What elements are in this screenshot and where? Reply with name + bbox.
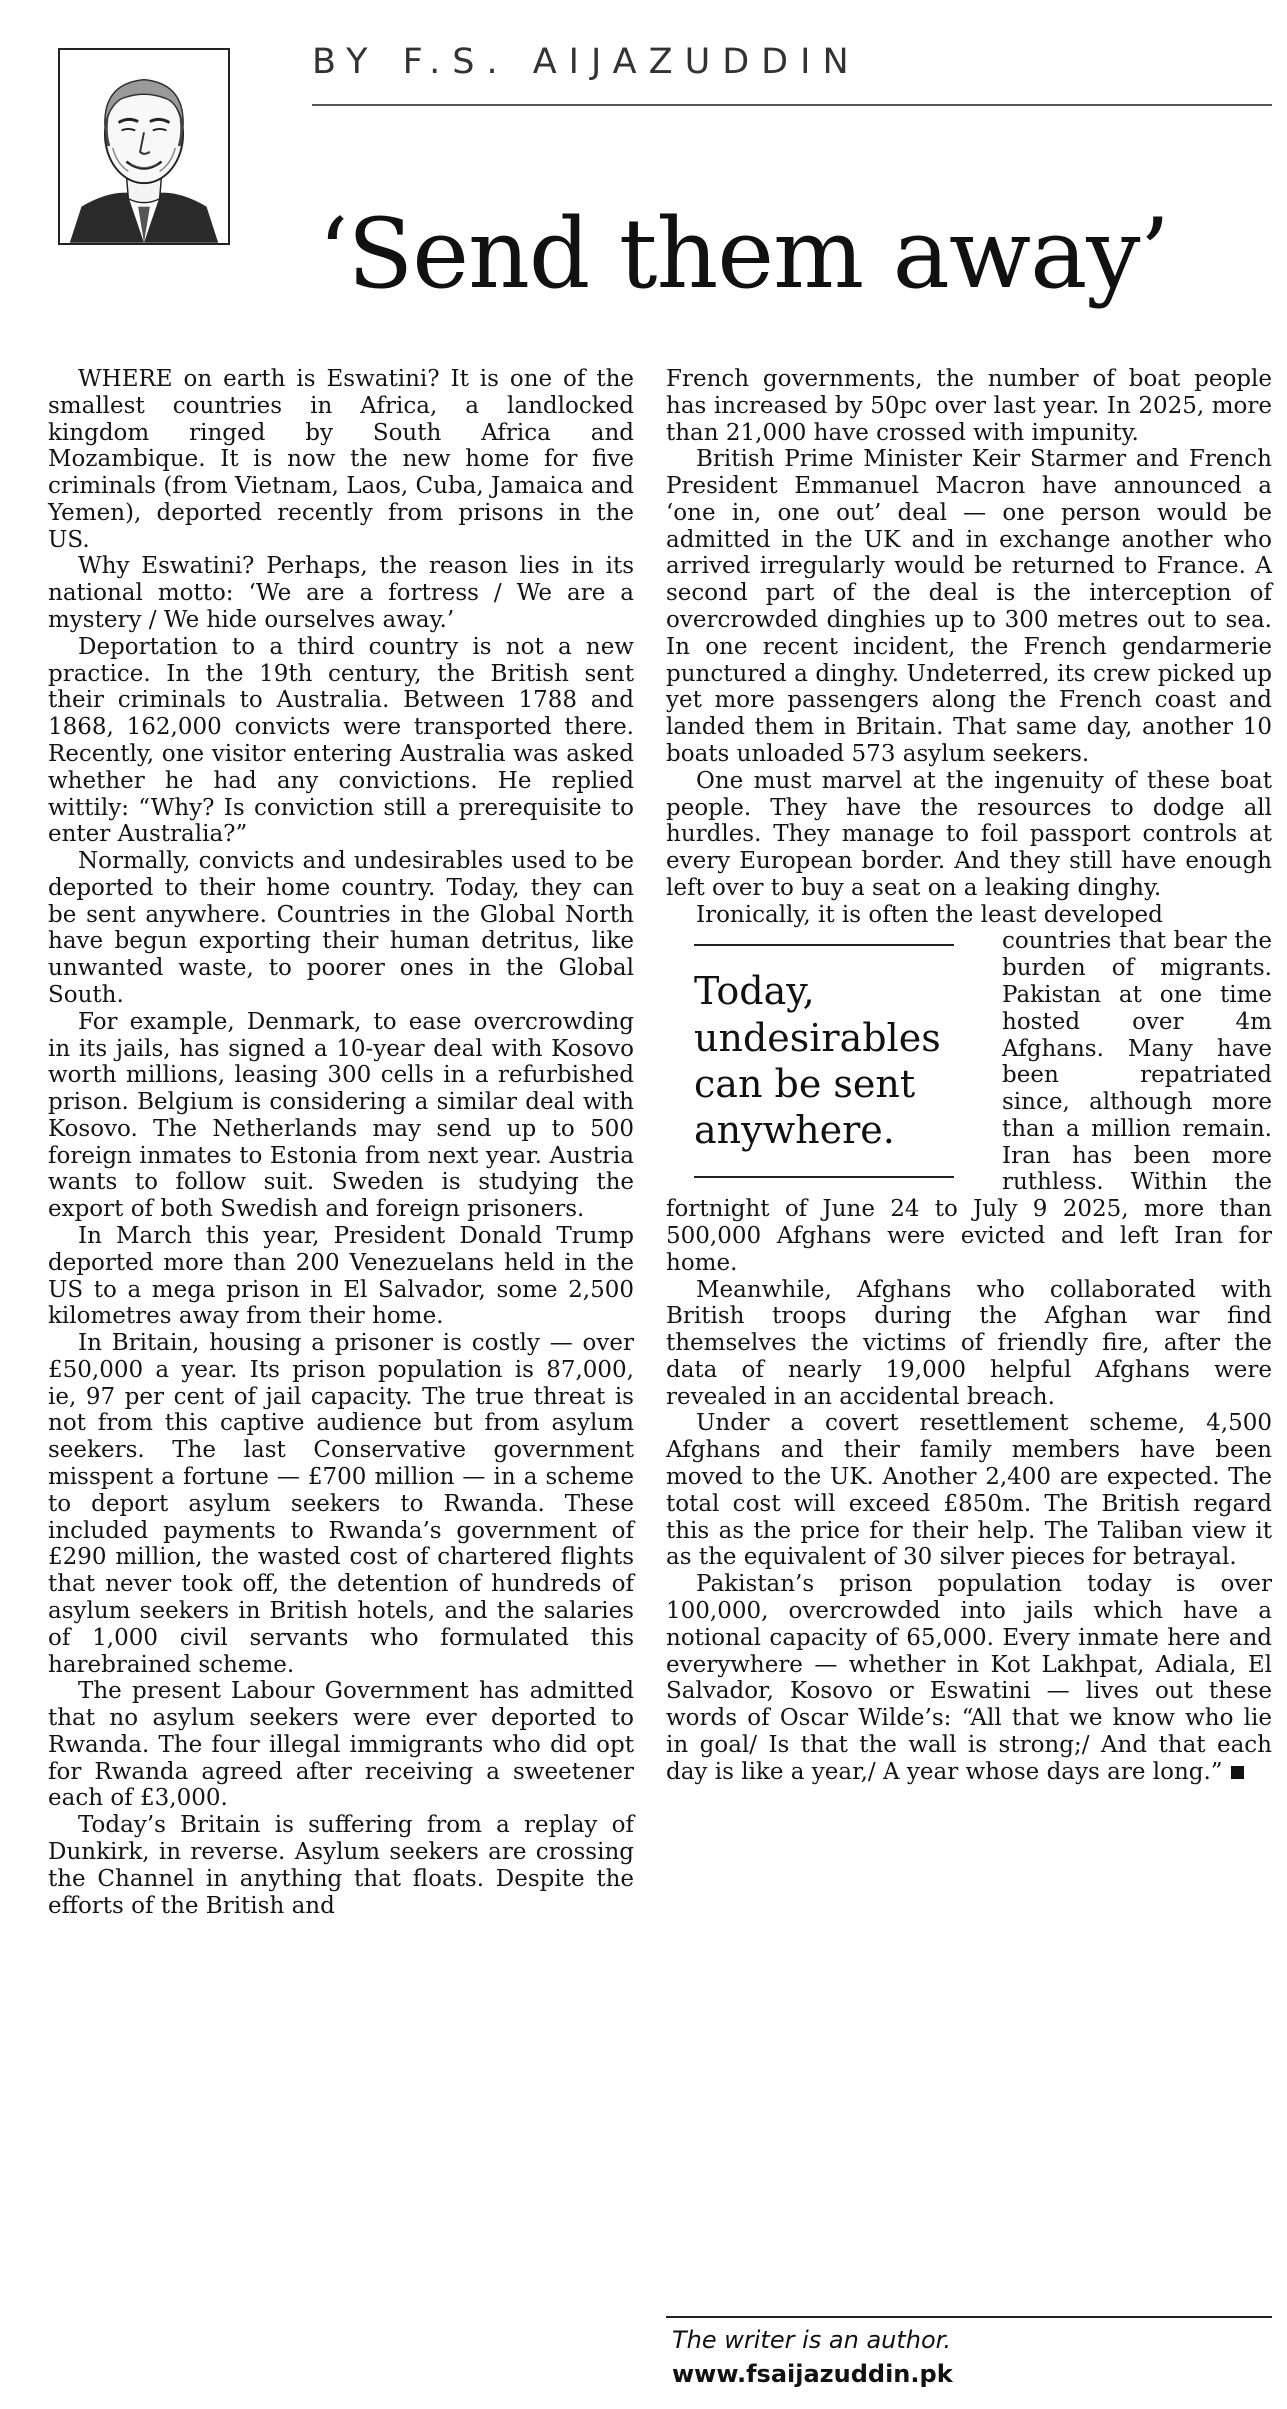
pull-quote-text: Today, undesirables can be sent anywhere.	[694, 969, 941, 1153]
paragraph: For example, Denmark, to ease overcrowding in its jails, has signed a 10-year deal with Kosovo worth millions, leasing 300 cells in a refurbished prison. Belgium is considering a similar deal with Kosovo. The Netherlands may send up to 500 foreign inmates to Estonia from next year. Austria wants to follow suit. Sweden is studying the export of both Swedish and foreign prisoners.	[48, 1008, 634, 1223]
paragraph-final	[666, 1571, 1272, 1785]
paragraph: British Prime Minister Keir Starmer and French President Emmanuel Macron have announced a ‘one in, one out’ deal — one person would be admitted in the UK and in exchange another who arrived irregularly would be returned to France. A second part of the deal is the interception of overcrowded dinghies up to 300 metres out to sea. In one recent incident, the French gendarmerie punctured a dinghy. Undeterred, its crew picked up yet more passengers along the French coast and landed them in Britain. That same day, another 10 boats unloaded 573 asylum seekers.	[666, 446, 1272, 767]
black-square-end-mark-icon	[1231, 1766, 1244, 1779]
pull-quote	[666, 936, 976, 1185]
paragraph: WHERE on earth is Eswatini? It is one of the smallest countries in Africa, a landlocked kingdom ringed by South Africa and Mozambique. It is now the new home for five criminals (from Vietnam, Laos, Cuba, Jamaica and Yemen), deported recently from prisons in the US.	[48, 366, 634, 553]
pull-quote-top-rule	[694, 944, 954, 946]
pull-quote-bottom-rule	[694, 1176, 954, 1178]
author-footnote: The writer is an author.	[672, 2326, 951, 2354]
headline: ‘Send them away’	[318, 198, 1170, 310]
paragraph: Normally, convicts and undesirables used to be deported to their home country. Today, they can be sent anywhere. Countries in the Global North have begun exporting their human detritus, like unwanted waste, to poorer ones in the Global South.	[48, 848, 634, 1008]
paragraph: In Britain, housing a prisoner is costly — over £50,000 a year. Its prison population is 87,000, ie, 97 per cent of jail capacity. The true threat is not from this captive audience but from asylum seekers. The last Conservative government misspent a fortune — £700 million — in a scheme to deport asylum seekers to Rwanda. These included payments to Rwanda’s government of £290 million, the wasted cost of chartered flights that never took off, the detention of hundreds of asylum seekers in British hotels, and the salaries of 1,000 civil servants who formulated this harebrained scheme.	[48, 1330, 634, 1678]
paragraph: In March this year, President Donald Trump deported more than 200 Venezuelans held in the US to a mega prison in El Salvador, some 2,500 kilometres away from their home.	[48, 1223, 634, 1330]
author-website[interactable]: www.fsaijazuddin.pk	[672, 2360, 953, 2388]
paragraph: countries that bear the burden of migrants. Pakistan at one time hosted over 4m Afghans. Many have been repatriated since, although more than a million remain. Iran has been more ruthless. Within the fortnight of June 24 to July 9 2025, more than 500,000 Afghans were evicted and left Iran for home.	[666, 928, 1272, 1276]
author-portrait-sketch-icon	[60, 50, 228, 243]
author-portrait	[58, 48, 230, 245]
byline: BY F.S. AIJAZUDDIN	[312, 42, 861, 82]
footer-divider	[666, 2316, 1272, 2318]
paragraph: The present Labour Government has admitted that no asylum seekers were ever deported to Rwanda. The four illegal immigrants who did opt for Rwanda agreed after receiving a sweetener each of £3,000.	[48, 1678, 634, 1812]
paragraph: Under a covert resettlement scheme, 4,500 Afghans and their family members have been moved to the UK. Another 2,400 are expected. The total cost will exceed £850m. The British regard this as the price for their help. The Taliban view it as the equivalent of 30 silver pieces for betrayal.	[666, 1410, 1272, 1571]
article-column-left	[48, 366, 634, 1919]
paragraph: One must marvel at the ingenuity of these boat people. They have the resources to dodge all hurdles. They manage to foil passport controls at every European border. And they still have enough left over to buy a seat on a leaking dinghy.	[666, 767, 1272, 901]
paragraph: Meanwhile, Afghans who collaborated with British troops during the Afghan war find themselves the victims of friendly fire, after the data of nearly 19,000 helpful Afghans were revealed in an accidental breach.	[666, 1276, 1272, 1410]
paragraph: Deportation to a third country is not a new practice. In the 19th century, the British sent their criminals to Australia. Between 1788 and 1868, 162,000 convicts were transported there. Recently, one visitor entering Australia was asked whether he had any convictions. He replied wittily: “Why? Is conviction still a prerequisite to enter Australia?”	[48, 633, 634, 848]
paragraph: French governments, the number of boat people has increased by 50pc over last year. In 2025, more than 21,000 have crossed with impunity.	[666, 366, 1272, 446]
paragraph: Today’s Britain is suffering from a replay of Dunkirk, in reverse. Asylum seekers are crossing the Channel in anything that floats. Despite the efforts of the British and	[48, 1812, 634, 1919]
byline-divider	[312, 104, 1272, 106]
paragraph-final-text: Pakistan’s prison population today is over 100,000, overcrowded into jails which have a notional capacity of 65,000. Every inmate here and everywhere — whether in Kot Lakhpat, Adiala, El Salvador, Kosovo or Eswatini — lives out these words of Oscar Wilde’s: “All that we know who lie in goal/ Is that the wall is strong;/ And that each day is like a year,/ A year whose days are long.”	[666, 1571, 1272, 1785]
paragraph: Ironically, it is often the least developed	[696, 901, 1163, 928]
article-column-right	[666, 366, 1272, 1785]
paragraph: Why Eswatini? Perhaps, the reason lies in its national motto: ‘We are a fortress / We are a mystery / We hide ourselves away.’	[48, 553, 634, 634]
